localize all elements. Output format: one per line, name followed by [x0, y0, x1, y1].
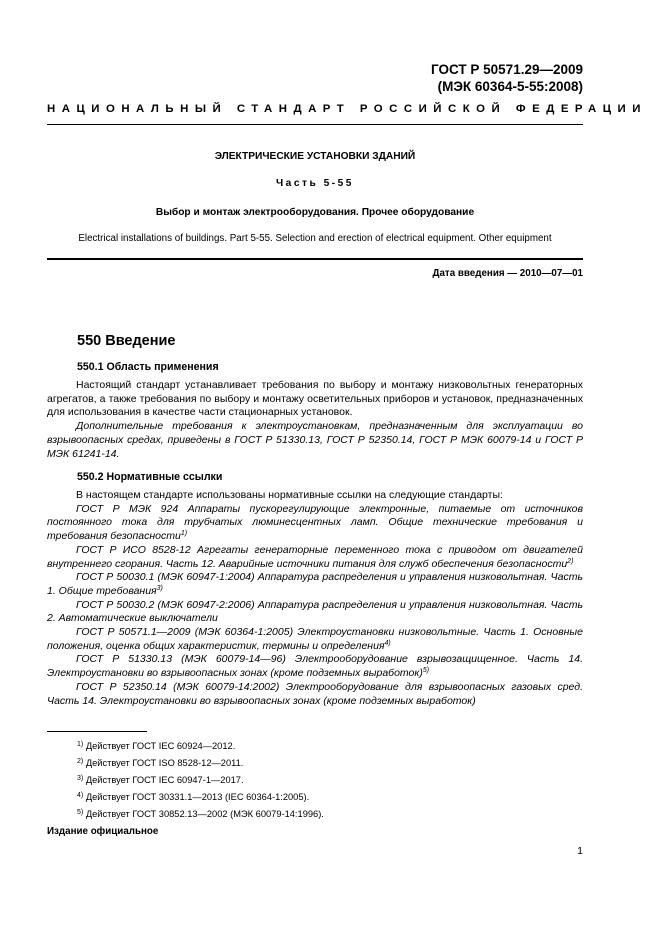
- footnote: [77, 792, 309, 802]
- reference-text: ГОСТ Р МЭК 924 Аппараты пускорегулирующие электронные, питаемые от источников постоянного тока для трубчатых люминесцентных ламп. Общие технические требования и требования безопасности: [47, 502, 583, 543]
- refs-intro: В настоящем стандарте использованы нормативные ссылки на следующие стандарты:: [76, 489, 503, 501]
- references-list: [47, 489, 583, 708]
- scope-text: [47, 379, 583, 461]
- footnote: [77, 775, 244, 785]
- scope-paragraph: Настоящий стандарт устанавливает требования по выбору и монтажу низковольтных генераторных агрегатов, а также требования по выбору и монтажу осветительных приборов и установок, предназначенных для использования в качестве части стационарных установок.: [47, 379, 583, 419]
- effective-date: Дата введения — 2010—07—01: [432, 268, 583, 279]
- reference-item: [47, 599, 583, 626]
- footnote-text: Действует ГОСТ ISO 8528-12—2011.: [85, 758, 244, 768]
- footnote-mark: 2): [567, 557, 574, 565]
- reference-text: ГОСТ Р 52350.14 (МЭК 60079-14:2002) Электрооборудование для взрывоопасных газовых сред. Часть 14. Электроустановки во взрывоопасных зонах (кроме подземных выработок): [47, 680, 583, 707]
- footnote-divider: [47, 731, 147, 732]
- footnote-number: 5): [77, 809, 84, 816]
- footnote-text: Действует ГОСТ IEC 60924—2012.: [85, 741, 236, 751]
- footnote: [77, 809, 324, 819]
- footnote-text: Действует ГОСТ 30331.1—2013 (IEC 60364-1:2005).: [85, 792, 310, 802]
- document-title: ЭЛЕКТРИЧЕСКИЕ УСТАНОВКИ ЗДАНИЙ: [214, 151, 416, 162]
- footnote-number: 1): [77, 741, 84, 748]
- reference-text: ГОСТ Р 50030.2 (МЭК 60947-2:2006) Аппаратура распределения и управления низковольтная. Часть 2. Автоматические выключатели: [47, 598, 583, 625]
- part-label: Часть 5-55: [276, 178, 354, 189]
- reference-item: [47, 544, 583, 571]
- reference-item: [47, 653, 583, 680]
- footnote-mark: 1): [180, 530, 188, 538]
- reference-item: [47, 681, 583, 708]
- document-subtitle: Выбор и монтаж электрооборудования. Прочее оборудование: [155, 207, 475, 218]
- scope-heading: 550.1 Область применения: [77, 361, 219, 373]
- footnote-number: 2): [77, 758, 84, 765]
- scope-paragraph-additional: Дополнительные требования к электроустановкам, предназначенным для эксплуатации во взрывоопасных средах, приведены в ГОСТ Р 51330.13, ГОСТ Р 52350.14, ГОСТ Р МЭК 60079-14 и ГОСТ Р МЭК 61241-14.: [47, 420, 583, 460]
- english-title: Electrical installations of buildings. Part 5-55. Selection and erection of electrical equipment. Other equipment: [78, 233, 552, 244]
- reference-item: [47, 503, 583, 544]
- title-divider: [47, 258, 583, 260]
- page-number: 1: [577, 845, 583, 857]
- section-heading: 550 Введение: [77, 333, 176, 349]
- footnote-text: Действует ГОСТ IEC 60947-1—2017.: [85, 775, 244, 785]
- footnote-number: 4): [77, 792, 84, 799]
- header-divider: [47, 124, 583, 125]
- reference-text: ГОСТ Р 51330.13 (МЭК 60079-14—96) Электрооборудование взрывозащищенное. Часть 14. Электроустановки во взрывоопасных зонах (кроме подземных выработок): [47, 653, 583, 680]
- footnote: [77, 758, 243, 768]
- reference-item: [47, 626, 583, 653]
- national-standard-banner: НАЦИОНАЛЬНЫЙ СТАНДАРТ РОССИЙСКОЙ ФЕДЕРАЦИИ: [47, 103, 647, 115]
- iec-number: (МЭК 60364-5-55:2008): [437, 79, 583, 94]
- footnote-number: 3): [77, 775, 84, 782]
- footnote: [77, 741, 235, 751]
- footnote-mark: 3): [156, 584, 163, 592]
- reference-item: [47, 571, 583, 598]
- standard-number: ГОСТ Р 50571.29—2009: [431, 62, 583, 77]
- refs-heading: 550.2 Нормативные ссылки: [77, 471, 223, 483]
- reference-text: ГОСТ Р ИСО 8528-12 Агрегаты генераторные переменного тока с приводом от двигателей внутреннего сгорания. Часть 12. Аварийные источники питания для служб обеспечения безопасности: [47, 543, 583, 570]
- footnote-mark: 5): [422, 667, 430, 675]
- reference-text: ГОСТ Р 50571.1—2009 (МЭК 60364-1:2005) Электроустановки низковольтные. Часть 1. Основные положения, оценка общих характеристик, термины и определения: [47, 626, 583, 652]
- reference-text: ГОСТ Р 50030.1 (МЭК 60947-1:2004) Аппаратура распределения и управления низковольтная. Часть 1. Общие требования: [47, 571, 583, 597]
- footnote-mark: 4): [384, 639, 391, 647]
- footnote-text: Действует ГОСТ 30852.13—2002 (МЭК 60079-14:1996).: [85, 809, 324, 819]
- edition-label: Издание официальное: [47, 826, 159, 837]
